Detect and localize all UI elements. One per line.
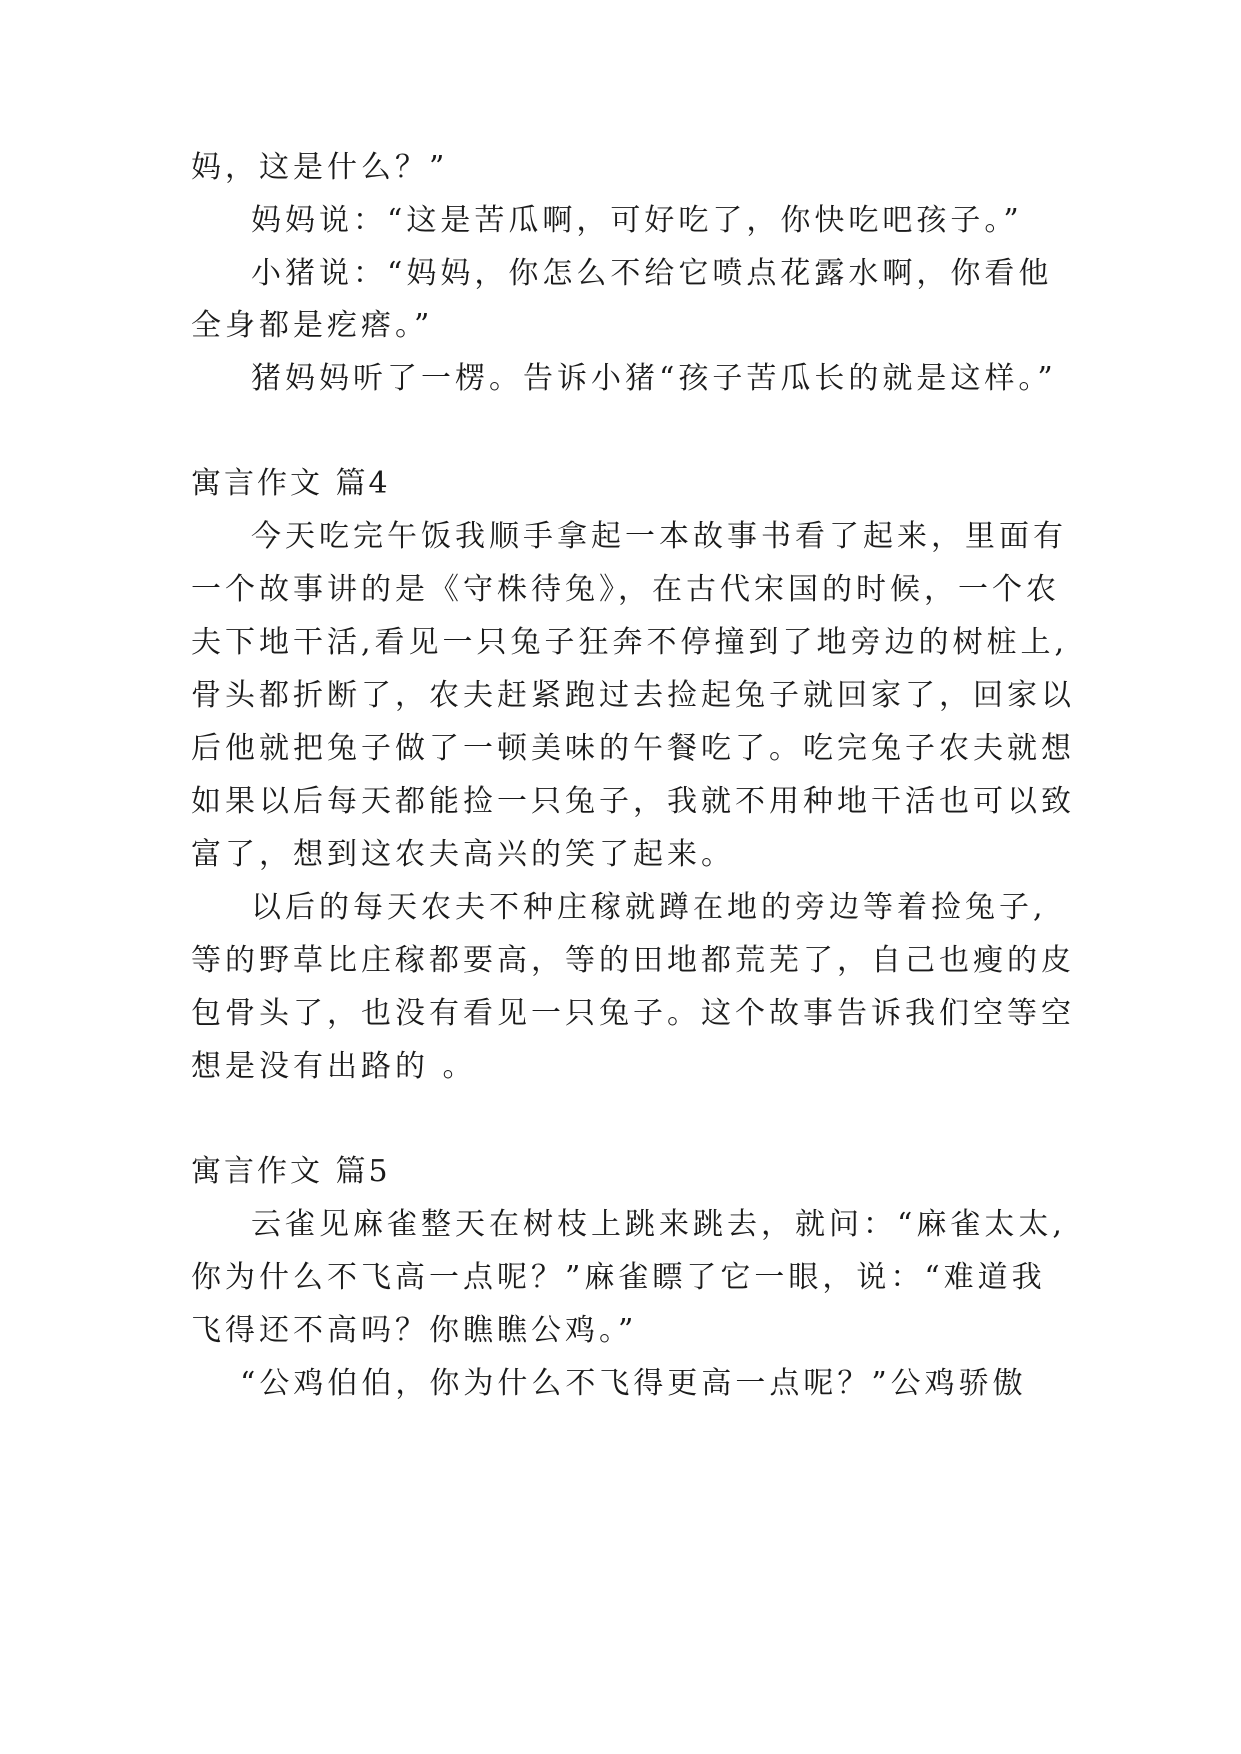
section-heading: 寓言作文 篇5 [191,1154,391,1189]
text-line: 今天吃完午饭我顺手拿起一本故事书看了起来，里面有 [251,519,1067,554]
text-line: 一个故事讲的是《守株待兔》，在古代宋国的时候，一个农 [191,572,1060,607]
text-line: 想是没有出路的 。 [191,1049,477,1084]
text-line: 等的野草比庄稼都要高，等的田地都荒芜了，自己也瘦的皮 [191,943,1075,978]
text-line: 包骨头了，也没有看见一只兔子。这个故事告诉我们空等空 [191,996,1075,1031]
text-line: 夫下地干活,看见一只兔子狂奔不停撞到了地旁边的树桩上, [191,625,1069,660]
text-line: 富了，想到这农夫高兴的笑了起来。 [191,837,735,872]
text-line: 后他就把兔子做了一顿美味的午餐吃了。吃完兔子农夫就想 [191,731,1075,766]
text-line: 小猪说：“妈妈，你怎么不给它喷点花露水啊，你看他 [251,256,1053,291]
text-line: 云雀见麻雀整天在树枝上跳来跳去，就问：“麻雀太太, [251,1207,1066,1242]
text-line: 如果以后每天都能捡一只兔子，我就不用种地干活也可以致 [191,784,1075,819]
text-line: 猪妈妈听了一楞。告诉小猪“孩子苦瓜长的就是这样。” [251,361,1057,396]
text-line: 你为什么不飞高一点呢？”麻雀瞟了它一眼，说：“难道我 [191,1260,1046,1295]
text-line: 骨头都折断了，农夫赶紧跑过去捡起兔子就回家了，回家以 [191,678,1075,713]
text-line: 妈，这是什么？” [191,150,449,185]
text-line: 飞得还不高吗？你瞧瞧公鸡。” [191,1313,638,1348]
section-heading: 寓言作文 篇4 [191,466,391,501]
text-line: 全身都是疙瘩。” [191,308,434,343]
text-line: 妈妈说：“这是苦瓜啊，可好吃了，你快吃吧孩子。” [251,203,1023,238]
text-line: 以后的每天农夫不种庄稼就蹲在地的旁边等着捡兔子, [251,890,1047,925]
text-line: “公鸡伯伯，你为什么不飞得更高一点呢？”公鸡骄傲 [240,1366,1027,1401]
